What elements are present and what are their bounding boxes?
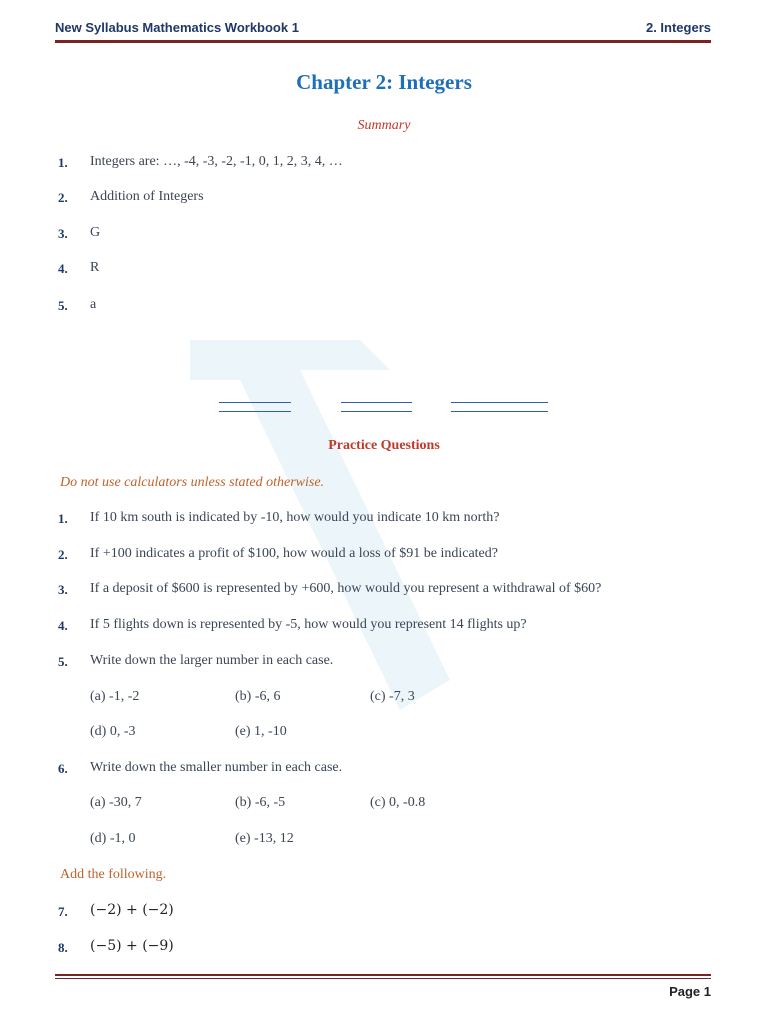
q6-part-c: (c) 0, -0.8 [370,795,426,810]
add-expression: (−2) + (−2) [90,902,174,918]
question-number: 2. [58,547,68,562]
separator-line [341,402,412,412]
summary-number: 4. [58,261,68,276]
separator-line [219,402,291,412]
summary-number: 2. [58,190,68,205]
question-text: If 10 km south is indicated by -10, how would you indicate 10 km north? [90,510,500,525]
header-rule [55,40,711,43]
summary-number: 3. [58,226,68,241]
practice-questions-heading: Practice Questions [328,438,440,453]
calculator-instruction: Do not use calculators unless stated otherwise. [60,475,325,490]
question-text: Write down the larger number in each case. [90,653,334,668]
page-number: Page 1 [669,984,711,999]
summary-item: Addition of Integers [90,189,204,204]
question-number: 6. [58,761,68,776]
header-book-title: New Syllabus Mathematics Workbook 1 [55,20,299,35]
question-number: 8. [58,940,68,955]
chapter-title: Chapter 2: Integers [296,70,472,94]
question-number: 4. [58,618,68,633]
question-text: If +100 indicates a profit of $100, how would a loss of $91 be indicated? [90,546,498,561]
q5-part-b: (b) -6, 6 [235,689,281,704]
q6-part-d: (d) -1, 0 [90,831,136,846]
footer-rule [55,974,711,976]
question-number: 7. [58,904,68,919]
question-number: 1. [58,511,68,526]
question-text: Write down the smaller number in each case. [90,760,343,775]
q6-part-b: (b) -6, -5 [235,795,286,810]
q5-part-c: (c) -7, 3 [370,689,415,704]
q5-part-d: (d) 0, -3 [90,724,136,739]
summary-item: a [90,297,97,312]
q5-part-e: (e) 1, -10 [235,724,287,739]
page-header [55,18,711,40]
question-number: 5. [58,654,68,669]
q6-part-e: (e) -13, 12 [235,831,294,846]
question-text: If a deposit of $600 is represented by +600, how would you represent a withdrawal of $60? [90,581,602,596]
add-instruction: Add the following. [60,867,167,882]
summary-number: 1. [58,155,68,170]
add-expression: (−5) + (−9) [90,938,174,954]
summary-item: R [90,260,100,275]
header-chapter: 2. Integers [645,20,711,35]
footer-rule-thin [55,978,711,979]
q5-part-a: (a) -1, -2 [90,689,140,704]
separator-line [451,402,548,412]
question-number: 3. [58,582,68,597]
summary-number: 5. [58,298,68,313]
question-text: If 5 flights down is represented by -5, how would you represent 14 flights up? [90,617,527,632]
q6-part-a: (a) -30, 7 [90,795,142,810]
summary-item: Integers are: …, -4, -3, -2, -1, 0, 1, 2, 3, 4, … [90,154,343,169]
summary-label: Summary [357,118,411,133]
summary-item: G [90,225,101,240]
